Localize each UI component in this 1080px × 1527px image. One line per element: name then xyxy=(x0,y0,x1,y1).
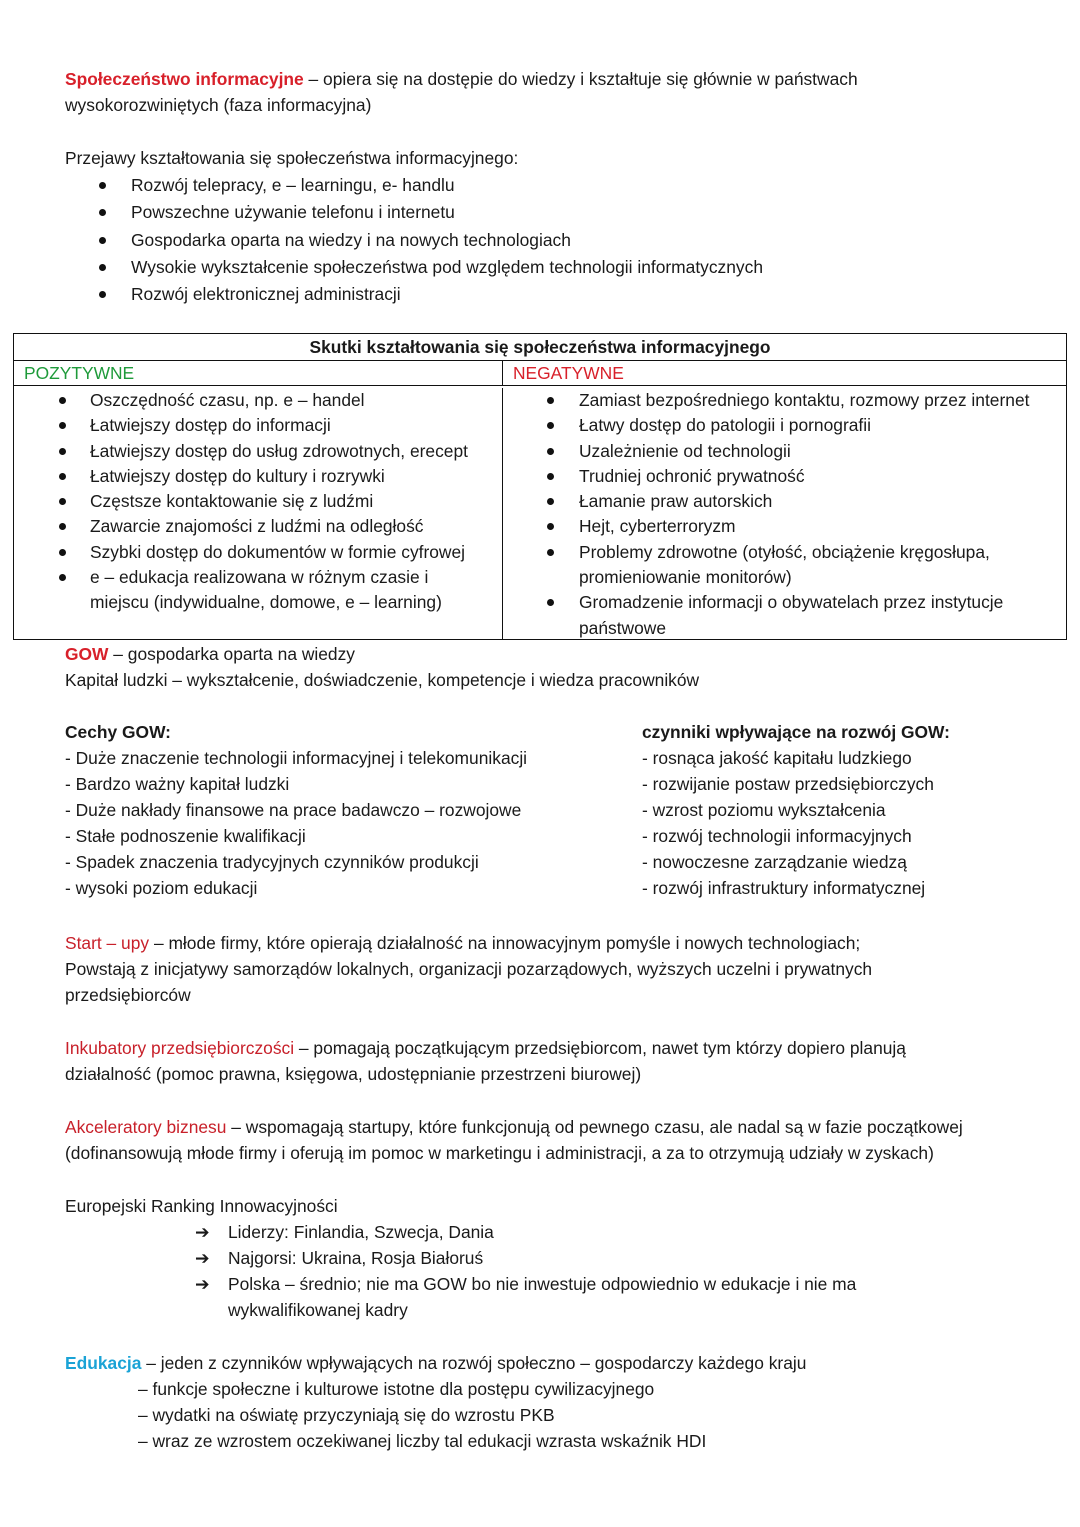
manifestations-section xyxy=(65,145,1065,308)
table-row: Zawarcie znajomości z ludźmi na odległość xyxy=(14,514,502,539)
intro-line xyxy=(65,66,858,92)
gow-features-heading: Cechy GOW: xyxy=(65,722,171,742)
table-row: Hejt, cyberterroryzm xyxy=(503,514,1066,539)
negative-header: NEGATYWNE xyxy=(503,361,1066,386)
incubators-line-2: działalność (pomoc prawna, księgowa, udostępnianie przestrzeni biurowej) xyxy=(65,1064,642,1084)
table-row: Szybki dostęp do dokumentów w formie cyfrowej xyxy=(14,540,502,565)
list-item: - wzrost poziomu wykształcenia xyxy=(642,800,886,820)
table-row: Problemy zdrowotne (otyłość, obciążenie kręgosłupa, promieniowanie monitorów) xyxy=(503,540,1066,591)
list-item: – funkcje społeczne i kulturowe istotne dla postępu cywilizacyjnego xyxy=(138,1379,655,1399)
table-row: Gromadzenie informacji o obywatelach przez instytucje państwowe xyxy=(503,590,1066,641)
education-list xyxy=(65,1376,1065,1454)
table-row: Częstsze kontaktowanie się z ludźmi xyxy=(14,489,502,514)
table-row: e – edukacja realizowana w różnym czasie i miejscu (indywidualne, domowe, e – learning) xyxy=(14,565,502,616)
education-term: Edukacja xyxy=(65,1353,142,1373)
list-item: - Duże znaczenie technologii informacyjnej i telekomunikacji xyxy=(65,748,528,768)
arrow-right-icon: ➔ xyxy=(195,1248,210,1268)
list-item: Powszechne używanie telefonu i internetu xyxy=(65,199,1065,226)
list-item: - wysoki poziom edukacji xyxy=(65,878,258,898)
intro-section xyxy=(65,66,858,118)
list-item: ➔ Liderzy: Finlandia, Szwecja, Dania xyxy=(65,1219,965,1245)
manifestations-heading: Przejawy kształtowania się społeczeństwa informacyjnego: xyxy=(65,148,519,168)
education-line xyxy=(65,1350,1065,1376)
incubators-definition: – pomagają początkującym przedsiębiorcom, nawet tym którzy dopiero planują xyxy=(294,1038,906,1058)
table-row: Łatwiejszy dostęp do usług zdrowotnych, erecept xyxy=(14,439,502,464)
list-item: - Bardzo ważny kapitał ludzki xyxy=(65,774,290,794)
intro-line-cont: wysokorozwiniętych (faza informacyjna) xyxy=(65,95,372,115)
list-item: Gospodarka oparta na wiedzy i na nowych technologiach xyxy=(65,227,1065,254)
accelerators-definition: – wspomagają startupy, które funkcjonują od pewnego czasu, ale nadal są w fazie początkowej xyxy=(226,1117,963,1137)
ranking-section xyxy=(65,1193,965,1323)
table-row: Zamiast bezpośredniego kontaktu, rozmowy przez internet xyxy=(503,388,1066,413)
intro-term: Społeczeństwo informacyjne xyxy=(65,69,304,89)
gow-term: GOW xyxy=(65,644,109,664)
gow-factors-heading: czynniki wpływające na rozwój GOW: xyxy=(642,722,950,742)
gow-features xyxy=(65,719,625,901)
startups-section xyxy=(65,930,1065,1008)
effects-table xyxy=(13,333,1067,640)
startups-term: Start – upy xyxy=(65,933,150,953)
gow-line xyxy=(65,641,1065,667)
arrow-right-icon: ➔ xyxy=(195,1274,210,1294)
table-row: Łatwy dostęp do patologii i pornografii xyxy=(503,413,1066,438)
gow-factors xyxy=(642,719,1062,901)
ranking-heading: Europejski Ranking Innowacyjności xyxy=(65,1196,338,1216)
list-item: ➔ Polska – średnio; nie ma GOW bo nie inwestuje odpowiednio w edukacje i nie ma wykwalifikowanej kadry xyxy=(65,1271,965,1323)
list-item: - Duże nakłady finansowe na prace badawczo – rozwojowe xyxy=(65,800,522,820)
list-item: ➔ Najgorsi: Ukraina, Rosja Białoruś xyxy=(65,1245,965,1271)
list-item: - Spadek znaczenia tradycyjnych czynników produkcji xyxy=(65,852,479,872)
list-item: – wraz ze wzrostem oczekiwanej liczby tal edukacji wzrasta wskaźnik HDI xyxy=(138,1431,707,1451)
incubators-line xyxy=(65,1035,1065,1061)
list-item: Rozwój telepracy, e – learningu, e- handlu xyxy=(65,172,1065,199)
table-row: Łatwiejszy dostęp do informacji xyxy=(14,413,502,438)
table-row: Oszczędność czasu, np. e – handel xyxy=(14,388,502,413)
startups-line-3: przedsiębiorców xyxy=(65,985,191,1005)
table-row: Trudniej ochronić prywatność xyxy=(503,464,1066,489)
table-row: Łamanie praw autorskich xyxy=(503,489,1066,514)
list-item: - rosnąca jakość kapitału ludzkiego xyxy=(642,748,912,768)
education-section xyxy=(65,1350,1065,1454)
effects-table-title: Skutki kształtowania się społeczeństwa informacyjnego xyxy=(14,334,1066,361)
positive-header: POZYTYWNE xyxy=(14,361,503,386)
list-item: - rozwój technologii informacyjnych xyxy=(642,826,912,846)
list-item: – wydatki na oświatę przyczyniają się do wzrostu PKB xyxy=(138,1405,555,1425)
accelerators-term: Akceleratory biznesu xyxy=(65,1117,227,1137)
accelerators-section xyxy=(65,1114,1075,1166)
list-item: Rozwój elektronicznej administracji xyxy=(65,281,1065,308)
ranking-list xyxy=(65,1219,965,1323)
startups-line-2: Powstają z inicjatywy samorządów lokalnych, organizacji pozarządowych, wyższych uczelni i prywatnych xyxy=(65,959,873,979)
incubators-term: Inkubatory przedsiębiorczości xyxy=(65,1038,295,1058)
table-row: Łatwiejszy dostęp do kultury i rozrywki xyxy=(14,464,502,489)
arrow-right-icon: ➔ xyxy=(195,1222,210,1242)
human-capital-line: Kapitał ludzki – wykształcenie, doświadczenie, kompetencje i wiedza pracowników xyxy=(65,670,700,690)
gow-section xyxy=(65,641,1065,693)
list-item: - rozwój infrastruktury informatycznej xyxy=(642,878,926,898)
accelerators-line xyxy=(65,1114,1075,1140)
list-item: - nowoczesne zarządzanie wiedzą xyxy=(642,852,907,872)
incubators-section xyxy=(65,1035,1065,1087)
table-row: Uzależnienie od technologii xyxy=(503,439,1066,464)
gow-definition: – gospodarka oparta na wiedzy xyxy=(108,644,355,664)
education-definition: – jeden z czynników wpływających na rozwój społeczno – gospodarczy każdego kraju xyxy=(141,1353,807,1373)
negative-column xyxy=(503,388,1066,641)
list-item: - rozwijanie postaw przedsiębiorczych xyxy=(642,774,934,794)
positive-column xyxy=(14,388,503,639)
list-item: - Stałe podnoszenie kwalifikacji xyxy=(65,826,306,846)
intro-definition: – opiera się na dostępie do wiedzy i kształtuje się głównie w państwach xyxy=(303,69,858,89)
list-item: Wysokie wykształcenie społeczeństwa pod względem technologii informatycznych xyxy=(65,254,1065,281)
startups-definition: – młode firmy, które opierają działalność na innowacyjnym pomyśle i nowych technologiach; xyxy=(149,933,861,953)
manifestations-list xyxy=(65,172,1065,308)
accelerators-line-2: (dofinansowują młode firmy i oferują im pomoc w marketingu i administracji, a za to otrzymują udziały w zyskach) xyxy=(65,1143,934,1163)
startups-line xyxy=(65,930,1065,956)
